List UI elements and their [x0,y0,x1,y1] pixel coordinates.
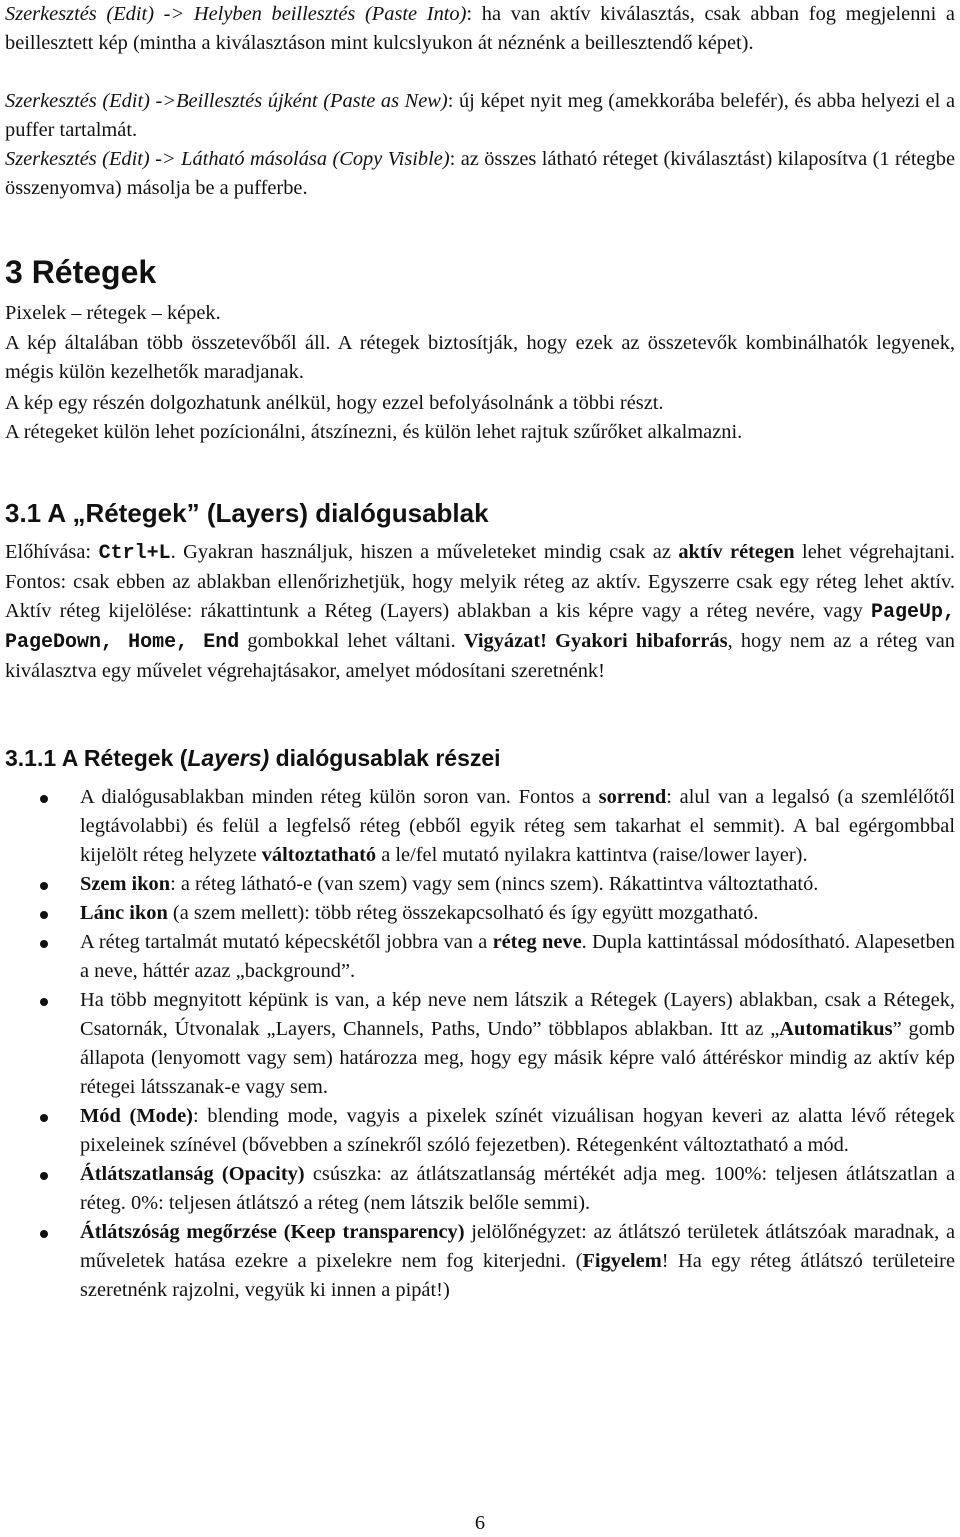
bullet-icon [40,940,48,948]
text: . Dupla kattintással módosítható. Alapesetben a neve, háttér azaz „background”. [80,931,955,982]
text: (a szem mellett): több réteg összekapcsolható és így együtt mozgatható. [167,902,759,924]
emphasis: Automatikus [779,1018,893,1040]
text: csúszka: az átlátszatlanság mértékét adja meg. 100%: teljesen átlátszatlan a réteg. 0%: teljesen átlátszó a réteg (nem látszik belőle semmi). [80,1163,955,1214]
bullet-icon [40,1114,48,1122]
section-heading-3-1-1 [5,743,501,773]
paragraph-text: : ha van aktív kiválasztás, csak abban fog megjelenni a beillesztett kép (mintha a kiválasztáson mint kulcslyukon át néznénk a beillesztendő képet). [5,3,955,54]
list-item [0,928,955,986]
emphasis: Átlátszatlanság (Opacity) [80,1163,305,1185]
bullet-icon [40,998,48,1006]
paragraph-text: : az összes látható réteget (kiválasztást) kilaposítva (1 rétegbe összenyomva) másolja be a pufferbe. [5,148,955,199]
text [547,630,555,652]
text: : a réteg látható-e (van szem) vagy sem (nincs szem). Rákattintva változtatható. [170,873,819,895]
text: Előhívása: [5,541,99,563]
section3-line-3: A kép egy részén dolgozhatunk anélkül, hogy ezzel befolyásolnánk a többi részt. [5,392,664,414]
section3-line-1: Pixelek – rétegek – képek. [5,302,221,324]
section-heading-3-1: 3.1 A „Rétegek” (Layers) dialógusablak [5,498,489,528]
copy-visible-paragraph [5,145,955,203]
page-number: 6 [474,1512,486,1534]
bullet-icon [40,1230,48,1238]
text: , hogy nem az a réteg van kiválasztva egy művelet végrehajtásakor, amelyet módosítani szeretnénk! [5,630,955,682]
text: : alul van a legalsó (a szemlélőtől legtávolabbi) és felül a legfelső réteg (ebből egyik réteg sem takarhat el semmit). A bal egérgombbal kijelölt réteg helyzete [80,786,955,866]
bullet-icon [40,795,48,803]
emphasis: Figyelem [582,1250,662,1272]
bullet-icon [40,882,48,890]
emphasis: sorrend [598,786,667,808]
bullet-list [0,783,955,1305]
paste-into-paragraph [5,0,955,58]
text: Ha több megnyitott képünk is van, a kép neve nem látszik a Rétegek (Layers) ablakban, csak a Rétegek, Csatornák, Útvonalak „Layers, Channels, Paths, Undo” többlapos ablakban. Itt az „ [80,989,955,1040]
bullet-icon [40,911,48,919]
emphasis: Átlátszóság megőrzése (Keep transparency) [80,1221,465,1243]
list-item [0,1218,955,1305]
text: . Gyakran használjuk, hiszen a műveleteket mindig csak az [170,541,679,563]
section3-line-4: A rétegeket külön lehet pozícionálni, átszínezni, és külön lehet rajtuk szűrőket alkalmazni. [5,421,743,443]
emphasis: Szem ikon [80,873,171,895]
text: ” gomb állapota (lenyomott vagy sem) határozza meg, hogy egy másik képre való áttéréskor mindig az aktív kép rétegei látsszanak-e vagy sem. [80,1018,955,1098]
text: gombokkal lehet váltani. [239,630,464,652]
section3-line-2: A kép általában több összetevőből áll. A rétegek biztosítják, hogy ezek az összetevők kombinálhatók legyenek, mégis külön kezelhetők maradjanak. [5,332,955,383]
list-item [0,899,955,928]
emphasis: réteg neve [492,931,582,953]
emphasis: változtatható [261,844,377,866]
list-item [0,1160,955,1218]
bullet-icon [40,1172,48,1180]
text: a le/fel mutató nyilakra kattintva (raise/lower layer). [376,844,808,866]
heading-italic: Layers) [187,745,270,771]
shortcut-keys: PageUp, PageDown, Home, End [5,601,955,654]
paragraph-text: : új képet nyit meg (amekkorába belefér), és abba helyezi el a puffer tartalmát. [5,90,955,141]
list-item [0,783,955,870]
text: ! Ha egy réteg átlátszó területeire szeretnénk rajzolni, vegyük ki innen a pipát!) [80,1250,955,1301]
text: A réteg tartalmát mutató képecskétől jobbra van a [80,931,493,953]
list-item [0,986,955,1102]
text: A dialógusablakban minden réteg külön soron van. Fontos a [80,786,599,808]
list-item [0,870,955,899]
emphasis: Gyakori hibaforrás [555,630,728,652]
emphasis: Lánc ikon [80,902,168,924]
paste-as-new-paragraph [5,87,955,145]
emphasis: aktív rétegen [678,541,795,563]
menu-path: Szerkesztés (Edit) ->Beillesztés újként (Paste as New) [5,90,448,112]
text: : blending mode, vagyis a pixelek színét vizuálisan hogyan keveri az alatta lévő rétegek pixeleinek színével (bővebben a színekről szóló fejezetben). Rétegenként változtatható a mód. [80,1105,955,1156]
menu-path: Szerkesztés (Edit) -> Helyben beillesztés (Paste Into) [5,3,467,25]
heading-text: 3.1.1 A Rétegek ( [5,745,188,771]
heading-text: dialógusablak részei [269,745,501,771]
warning: Vigyázat! [463,630,547,652]
menu-path: Szerkesztés (Edit) -> Látható másolása (Copy Visible) [5,148,450,170]
text: jelölőnégyzet: az átlátszó területek átlátszóak maradnak, a műveletek hatása ezekre a pixelekre nem fog kiterjedni. ( [80,1221,956,1272]
section-heading-3: 3 Rétegek [5,254,157,290]
layers-dialog-paragraph [5,538,955,686]
shortcut-key: Ctrl+L [98,542,171,565]
list-item [0,1102,955,1160]
text: lehet végrehajtani. Fontos: csak ebben az ablakban ellenőrizhetjük, hogy melyik réteg az aktív. Egyszerre csak egy réteg lehet aktív. Aktív réteg kijelölése: rákattintunk a Réteg (Layers) ablakban a kis képre vagy a réteg nevére, vagy [5,541,956,622]
emphasis: Mód (Mode) [80,1105,193,1127]
